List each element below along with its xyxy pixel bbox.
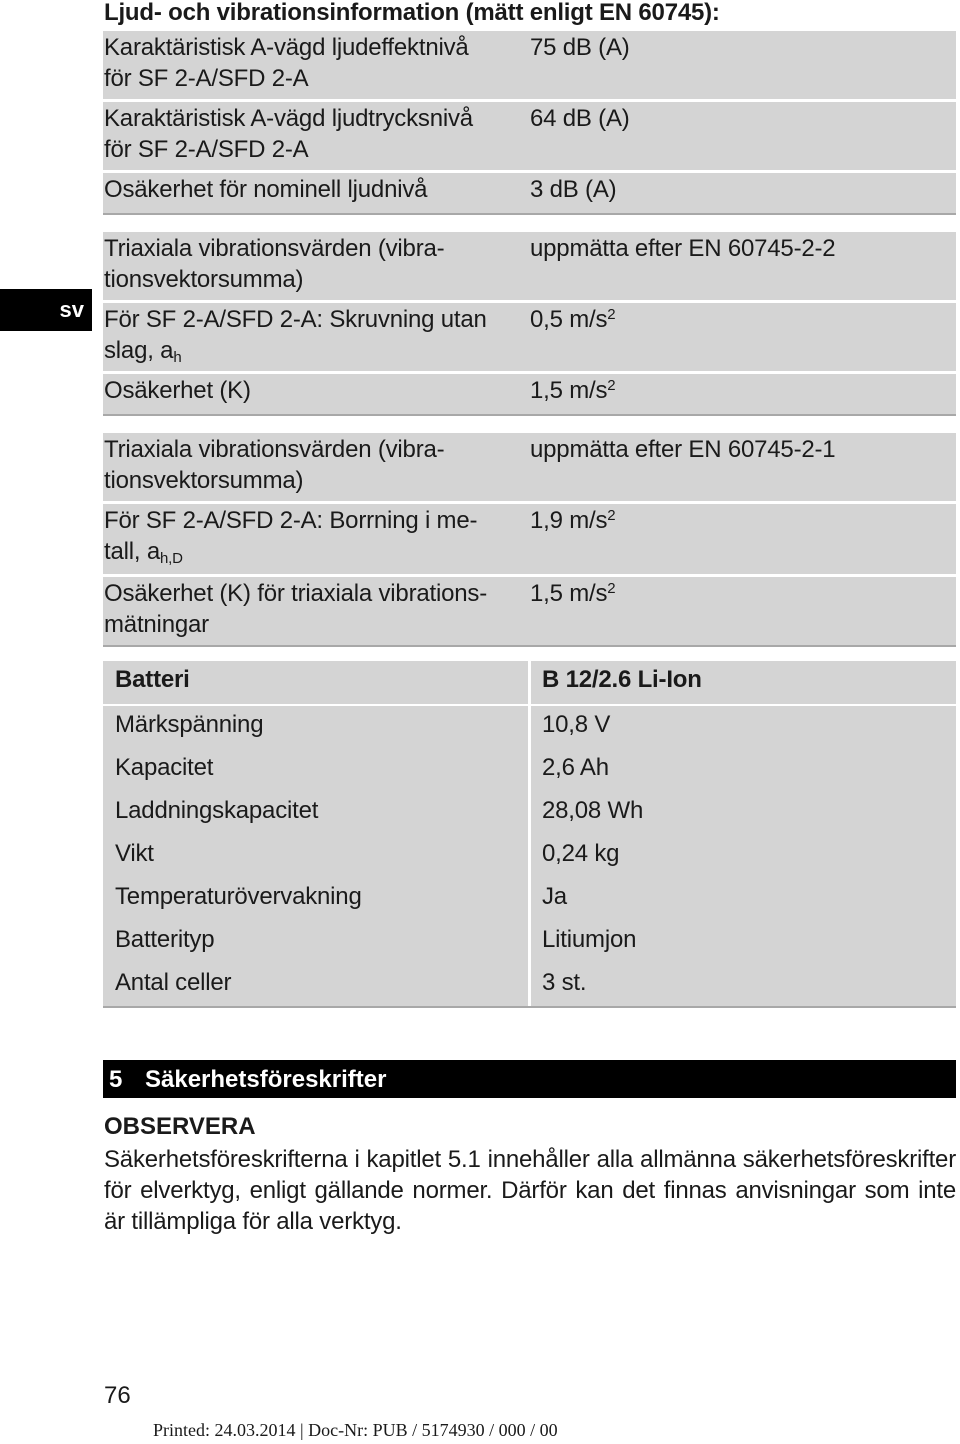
table-row: [103, 835, 956, 878]
row-label: Antal celler: [103, 964, 528, 1007]
row-label: Karaktäristisk A-vägd ljudtrycksnivå för SF 2-A/SFD 2-A: [104, 105, 473, 163]
row-label: Karaktäristisk A-vägd ljudeffektnivå för SF 2-A/SFD 2-A: [104, 34, 469, 92]
note-body: Säkerhetsföreskrifterna i kapitlet 5.1 innehåller alla allmänna säkerhetsföreskrifter för elverktyg, enligt gällande normer. Därför kan det finnas anvisningar som inte är tillämpliga för alla verktyg.: [104, 1146, 956, 1235]
vibration-table-1: [103, 232, 956, 416]
row-value: B 12/2.6 Li-Ion: [531, 661, 956, 704]
row-value: 1,9 $m/s^2$: [530, 507, 616, 534]
row-value: uppmätta efter EN 60745-2-2: [530, 235, 836, 262]
row-label: För SF 2-A/SFD 2-A: Skruvning utan slag, $a_h$: [104, 306, 487, 366]
section-title-bar: [103, 1060, 956, 1098]
row-label: Kapacitet: [103, 749, 528, 792]
row-value: 3 dB (A): [530, 176, 617, 203]
table-row: [103, 577, 956, 645]
row-value: 1,5 $m/s^2$: [530, 377, 616, 404]
table-row: [103, 706, 956, 749]
row-label: Märkspänning: [103, 706, 528, 749]
row-label: Triaxiala vibrationsvärden (vibra- tionsvektorsumma): [104, 436, 445, 494]
table-row: [103, 374, 956, 414]
row-label: Osäkerhet (K) för triaxiala vibrations- mätningar: [104, 580, 487, 638]
table-row: [103, 303, 956, 371]
row-label: Laddningskapacitet: [103, 792, 528, 835]
row-label: Vikt: [103, 835, 528, 878]
sound-table: [103, 31, 956, 216]
row-value: 28,08 Wh: [531, 792, 956, 835]
row-label: Temperaturövervakning: [103, 878, 528, 921]
row-value: 2,6 Ah: [531, 749, 956, 792]
row-value: uppmätta efter EN 60745-2-1: [530, 436, 836, 463]
section-number: 5: [109, 1066, 123, 1093]
table-row: [103, 792, 956, 835]
row-label: Batterityp: [103, 921, 528, 964]
row-label: Osäkerhet (K): [104, 377, 251, 404]
row-value: Ja: [531, 878, 956, 921]
table-row: [103, 921, 956, 964]
row-label: Batteri: [103, 661, 528, 704]
table-row: [103, 173, 956, 213]
table-row: [103, 102, 956, 170]
row-value: 0,24 kg: [531, 835, 956, 878]
section-title: Säkerhetsföreskrifter: [145, 1066, 387, 1093]
table-row: [103, 964, 956, 1007]
print-footer: Printed: 24.03.2014 | Doc-Nr: PUB / 5174930 / 000 / 00: [153, 1420, 558, 1440]
vibration-table-2: [103, 433, 956, 648]
row-value: 3 st.: [531, 964, 956, 1007]
language-tab: sv: [0, 289, 92, 331]
row-value: 10,8 V: [531, 706, 956, 749]
table-row: [103, 661, 956, 704]
row-label: För SF 2-A/SFD 2-A: Borrning i me- tall, $a_{h,D}$: [104, 507, 478, 567]
row-value: Litiumjon: [531, 921, 956, 964]
row-value: 64 dB (A): [530, 105, 630, 132]
table-row: [103, 878, 956, 921]
section-heading: Ljud- och vibrationsinformation (mätt enligt EN 60745):: [104, 0, 720, 26]
table-row: [103, 232, 956, 300]
table-row: [103, 31, 956, 99]
table-row: [103, 749, 956, 792]
row-label: Triaxiala vibrationsvärden (vibra- tionsvektorsumma): [104, 235, 445, 293]
row-value: 75 dB (A): [530, 34, 630, 61]
row-value: 1,5 $m/s^2$: [530, 580, 616, 607]
table-row: [103, 504, 956, 574]
page-number: 76: [104, 1382, 131, 1409]
row-value: 0,5 $m/s^2$: [530, 306, 616, 333]
note-title: OBSERVERA: [104, 1113, 256, 1140]
row-label: Osäkerhet för nominell ljudnivå: [104, 176, 428, 203]
table-row: [103, 433, 956, 501]
